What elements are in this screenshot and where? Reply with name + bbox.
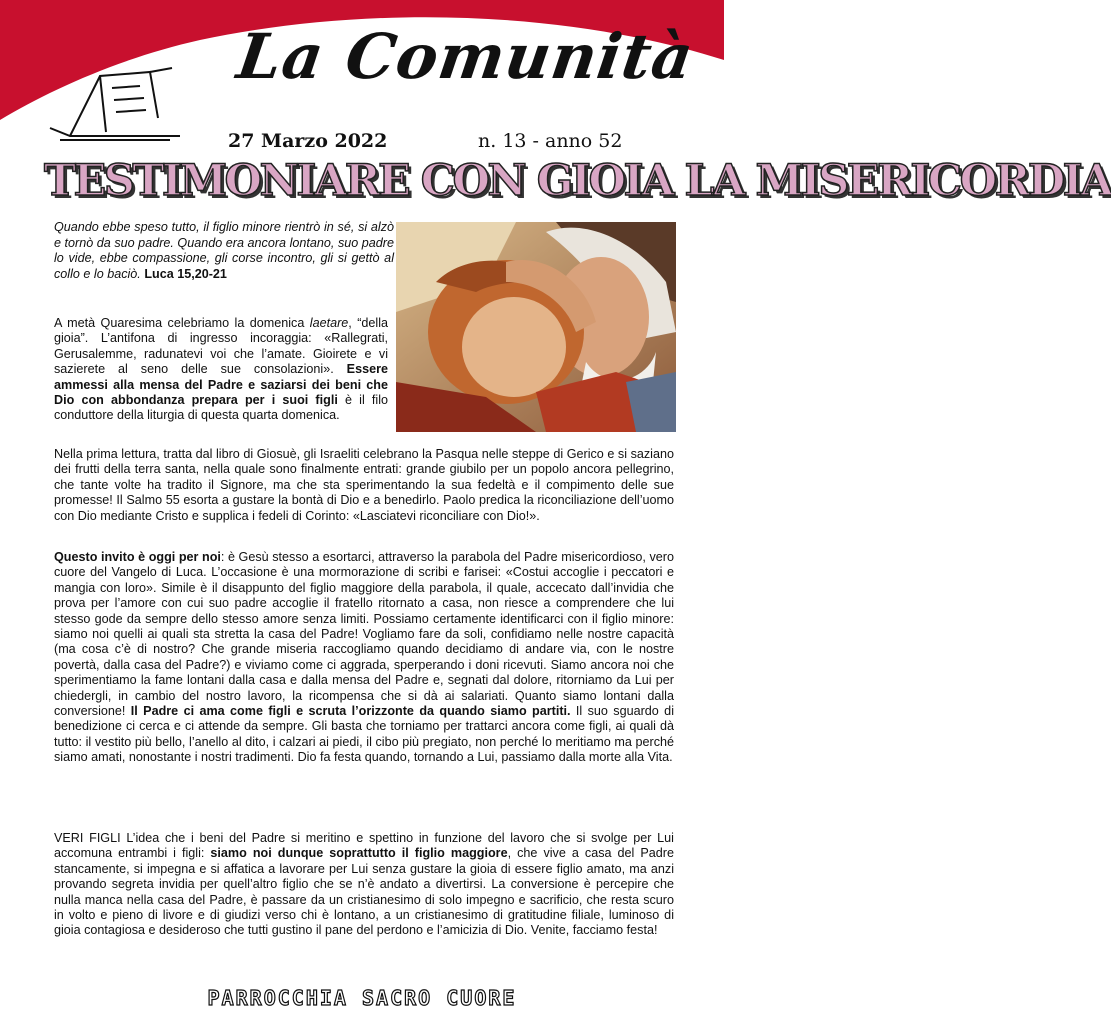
issue-number: n. 13 - anno 52	[478, 130, 623, 152]
paragraph-2-bold-2: Il Padre ci ama come figli e scruta l’orizzonte da quando siamo partiti.	[130, 704, 571, 719]
page-headline: TESTIMONIARE CON GIOIA LA MISERICORDIA	[44, 156, 1111, 206]
paragraph-2-text-2: Il suo sguardo di benedizione ci cerca e ci attende da sempre. Gli basta che torniamo per trattarci ancora come figli, ai quali dà tutto: il vestito più bello, l’anello al dito, i calzari ai piedi, il cibo più pregiato, non perché lo meritiamo ma perché siamo amati, nonostante i nostri tradimenti. Dio fa festa quando, tornando a Lui, passiamo dalla morte alla Vita.	[54, 704, 674, 765]
issue-date: 27 Marzo 2022	[228, 130, 388, 152]
intro-text-3: è il filo conduttore della liturgia di questa quarta domenica.	[54, 393, 389, 423]
intro-text-2: , “della gioia”. L’antifona di ingresso incoraggia: «Rallegrati, Gerusalemme, radunatevi voi che l’amate. Gioirete e vi sazierete al seno delle sue consolazioni».	[54, 316, 388, 377]
article-paragraph-3	[54, 831, 674, 939]
parish-footer: PARROCCHIA SACRO CUORE	[207, 986, 517, 1010]
intro-laetare: laetare	[309, 316, 349, 330]
intro-text-1: A metà Quaresima celebriamo la domenica	[54, 316, 310, 330]
paragraph-2-bold-1: Questo invito è oggi per noi	[54, 550, 221, 564]
newsletter-title: La Comunità	[232, 20, 699, 93]
paragraph-3-bold: siamo noi dunque soprattutto il figlio maggiore	[210, 846, 508, 861]
quote-reference: Luca 15,20-21	[144, 266, 227, 281]
church-logo	[40, 58, 190, 148]
paragraph-3-text-2: , che vive a casa del Padre stancamente, si impegna e si affatica a lavorare per Lui senza gustare la gioia di essere figlio amato, ma anzi provando segreta invidia per quell’altro figlio che se n’è andato a divertirsi. La conversione è percepire che nulla manca nella casa del Padre, è passare da un cristianesimo di solo impegno e sacrificio, che resta scuro in volto e pieno di livore e di giudizi verso chi è lontano, a un cristianesimo di gratitudine filiale, luminoso di gioia contagiosa e desideroso che tutti gustino il pane del perdono e l’amicizia di Dio. Venite, facciamo festa!	[54, 846, 674, 938]
prodigal-son-painting	[396, 222, 676, 432]
article-intro	[54, 316, 388, 424]
article-paragraph-2	[54, 550, 674, 766]
quote-text: Quando ebbe speso tutto, il figlio minore rientrò in sé, si alzò e tornò da suo padre. Quando era ancora lontano, suo padre lo vide, ebbe compassione, gli corse incontro, gli si gettò al collo e lo baciò.	[54, 220, 394, 281]
article-paragraph-1: Nella prima lettura, tratta dal libro di Giosuè, gli Israeliti celebrano la Pasqua nelle steppe di Gerico e si saziano dei frutti della terra santa, nella quale sono finalmente entrati: grande giubilo per un popolo ancora pellegrino, che tante volte ha tradito il Signore, ma che sta sperimentando la sua fedeltà e il compimento delle sue promesse! Il Salmo 55 esorta a gustare la bontà di Dio e a benedirlo. Paolo predica la riconciliazione dell’uomo con Dio mediante Cristo e supplica i fedeli di Corinto: «Lasciatevi riconciliare con Dio!».	[54, 447, 674, 523]
paragraph-2-text-1: : è Gesù stesso a esortarci, attraverso la parabola del Padre misericordioso, vero cuore del Vangelo di Luca. L’occasione è una mormorazione di scribi e farisei: «Costui accoglie i peccatori e mangia con loro». Simile è il disappunto del figlio maggiore della parabola, il quale, accecato dall’invidia che prova per l’amore con cui suo padre accoglie il fratello ritornato a casa, non riesce a comprendere che lui stesso gode da sempre dello stesso amore senza limiti. Possiamo certamente identificarci con il figlio minore: siamo noi quelli ai quali sta stretta la casa del Padre! Vogliamo fare da soli, confidiamo nelle nostre capacità (ma cosa c’è di nostro? Che grande miseria raccogliamo quando decidiamo di andare via, con le nostre povertà, dalla casa del Padre?) e viviamo come ci aggrada, sperperando i doni ricevuti. Siamo ancora noi che sperimentiamo la fame lontani dalla casa e dalla mensa del Padre e, segnati dal dolore, ritorniamo da Lui per chiedergli, in cambio del nostro lavoro, la ricompensa che si dà ai salariati. Quanto siamo lontani dalla conversione!	[54, 550, 674, 719]
gospel-quote	[54, 220, 394, 282]
intro-bold: Essere ammessi alla mensa del Padre e saziarsi dei beni che Dio con abbondanza prepara per i suoi figli	[54, 362, 388, 408]
paragraph-3-text-1: VERI FIGLI L’idea che i beni del Padre si meritino e spettino in funzione del lavoro che si svolge per Lui accomuna entrambi i figli:	[54, 831, 674, 861]
